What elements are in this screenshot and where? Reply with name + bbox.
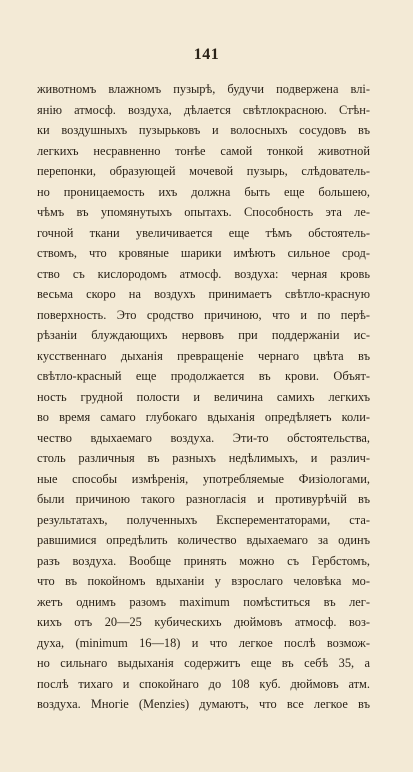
body-text — [37, 79, 370, 715]
text-line: кихъ отъ 20—25 кубическихъ дюймовъ атмосф. воз- — [37, 615, 370, 629]
text-line: равшимися опредѣлить количество вдыхаемаго за одинъ — [37, 533, 370, 547]
text-line: во время самаго глубокаго вдыханія опредѣляетъ коли- — [37, 410, 370, 424]
text-line: послѣ тихаго и спокойнаго до 108 куб. дюймовъ атм. — [37, 676, 370, 691]
text-line: ствомъ, что кровяные шарики имѣютъ сильное срод- — [37, 246, 370, 260]
text-line: воздуха. Многіе (Menzies) думаютъ, что все легкое въ — [37, 697, 370, 711]
text-line: легкихъ несравненно тонѣе самой тонкой животной — [37, 143, 370, 158]
text-line: животномъ влажномъ пузырѣ, будучи подвержена влі- — [37, 82, 370, 96]
text-line: чество вдыхаемаго воздуха. Эти-то обстоятельства, — [37, 430, 370, 445]
text-line: разъ воздуха. Вообще принять можно съ Гербстомъ, — [37, 553, 370, 568]
page-number: 141 — [193, 46, 220, 63]
text-line: жетъ однимъ разомъ maximum помѣститься въ лег- — [37, 594, 370, 609]
text-line: что въ покойномъ вдыханіи у взрослаго человѣка мо- — [37, 574, 370, 588]
text-line: янію атмосф. воздуха, дѣлается свѣтлокрасною. Стѣн- — [37, 102, 370, 117]
text-line: кусственнаго дыханія превращеніе чернаго цвѣта въ — [37, 348, 370, 363]
text-line: были причиною такого разногласія и противурѣчій въ — [37, 492, 370, 506]
text-line: ство съ кислородомъ атмосф. воздуха: черная кровь — [37, 266, 370, 281]
text-line: перепонки, образующей мочевой пузырь, слѣдователь- — [37, 164, 370, 178]
text-line: рѣзаніи блуждающихъ нервовъ при поддержаніи ис- — [37, 328, 370, 342]
text-line: столь различныя въ разныхъ недѣлимыхъ, и различ- — [37, 451, 370, 465]
text-line: духа, (minimum 16—18) и что легкое послѣ возмож- — [37, 635, 370, 650]
text-line: чѣмъ въ упомянутыхъ опытахъ. Способность эта ле- — [37, 205, 370, 219]
text-line: ные способы измѣренія, употребляемые Физіологами, — [37, 471, 370, 486]
text-line: свѣтло-красный еще продолжается въ крови. Объят- — [37, 369, 370, 383]
text-line: ность грудной полости и величина самихъ легкихъ — [37, 389, 370, 404]
text-line: но проницаемость ихъ должна быть еще большею, — [37, 184, 370, 199]
text-line: гочной ткани увеличивается еще тѣмъ обстоятель- — [37, 225, 370, 240]
text-line: весьма скоро на воздухъ принимаетъ свѣтло-красную — [37, 287, 370, 301]
text-line: но сильнаго выдыханія содержитъ еще въ себѣ 35, а — [37, 656, 370, 670]
text-line: поверхность. Это сродство причиною, что и по перѣ- — [37, 307, 370, 322]
text-line: результатахъ, полученныхъ Експерементаторами, ста- — [37, 512, 370, 527]
text-line: ки воздушныхъ пузырьковъ и волосныхъ сосудовъ въ — [37, 123, 370, 137]
